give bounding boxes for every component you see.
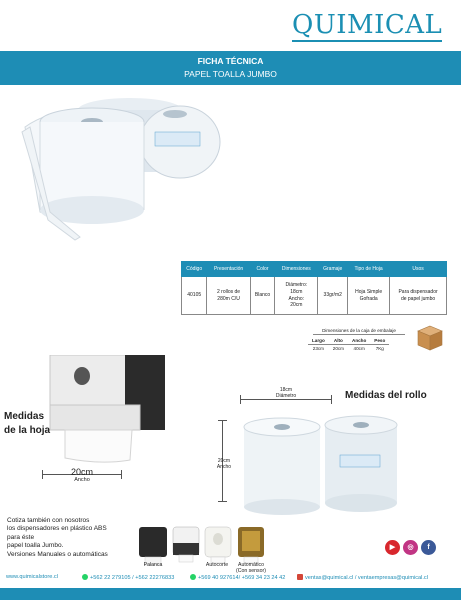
- hoja-width-label: [42, 467, 122, 483]
- whatsapp-icon: [82, 574, 88, 580]
- instagram-icon[interactable]: ◎: [403, 540, 418, 555]
- spec-data-row: [182, 277, 447, 315]
- footer-phone-1-text: +562 22 279105 / +562 22276833: [90, 575, 175, 581]
- cotiza-line-2: los dispensadores en plástico ABS: [7, 525, 107, 533]
- spec-usos-line-1: Para dispensador: [398, 288, 438, 295]
- footer-phone-2-text: +569 40 927614/ +569 34 23 24 42: [198, 575, 286, 581]
- spec-dim-line-3: Ancho:: [288, 295, 305, 302]
- spec-cell-dimensiones: [275, 277, 318, 315]
- hoja-title-line-1: Medidas: [4, 411, 45, 422]
- spec-dim-line-2: 18cm: [290, 288, 303, 295]
- spec-header-presentacion: Presentación: [207, 262, 250, 277]
- rollo-title: Medidas del rollo: [345, 390, 427, 401]
- logo-underline: [292, 40, 442, 42]
- rollo-diameter-value: 18cm: [279, 387, 293, 393]
- youtube-icon[interactable]: ▶: [385, 540, 400, 555]
- rollo-width-label: [212, 458, 236, 470]
- rollo-diameter-line: [240, 399, 332, 400]
- box-value-peso: 7Kg: [375, 346, 384, 351]
- box-value-alto: 20cm: [332, 346, 344, 351]
- spec-usos-line-2: de papel jumbo: [400, 295, 436, 302]
- spec-header-tipo: Tipo de Hoja: [348, 262, 390, 277]
- spec-cell-presentacion: [207, 277, 250, 315]
- dispenser-image: [40, 355, 170, 465]
- hoja-width-caption: Ancho: [74, 477, 90, 483]
- footer-website-link[interactable]: www.quimicalstore.cl: [6, 574, 58, 580]
- spec-dim-line-4: 20cm: [290, 302, 303, 309]
- box-value-row: [308, 345, 389, 353]
- mail-icon: [297, 574, 303, 580]
- footer-phone-2: [190, 574, 285, 581]
- cotiza-line-5: Versiones Manuales o automáticas: [7, 550, 108, 558]
- spec-cell-usos: [390, 277, 447, 315]
- box-dimensions-title: Dimensiones de la caja de embalaje: [313, 328, 405, 335]
- spec-cell-codigo: 40105: [182, 277, 207, 315]
- header-title: FICHA TÉCNICA: [197, 56, 264, 66]
- dispenser-autocorte-label: Autocorte: [205, 562, 229, 568]
- spec-header-color: Color: [250, 262, 275, 277]
- facebook-icon[interactable]: f: [421, 540, 436, 555]
- header-banner: [0, 51, 461, 85]
- dispenser-automatico-label-2: (Con sensor): [236, 567, 266, 574]
- cardboard-box-icon: [416, 324, 444, 352]
- box-header-peso: Peso: [370, 337, 389, 345]
- rollo-diameter-caption: Diámetro: [275, 393, 297, 399]
- spec-header-codigo: Código: [182, 262, 207, 277]
- footer-phone-1: [82, 574, 174, 581]
- cotiza-line-3: para éste: [7, 533, 35, 541]
- spec-header-dimensiones: Dimensiones: [275, 262, 318, 277]
- hoja-width-value: 20cm: [70, 467, 93, 477]
- footer-contact: [0, 571, 461, 585]
- header-subtitle: PAPEL TOALLA JUMBO: [184, 69, 277, 79]
- spec-cell-tipo: [348, 277, 390, 315]
- whatsapp-icon: [190, 574, 196, 580]
- spec-header-gramaje: Gramaje: [318, 262, 348, 277]
- spec-table: [181, 261, 447, 315]
- footer-bar: [0, 588, 461, 600]
- hoja-title: [4, 410, 50, 437]
- box-header-largo: Largo: [308, 337, 329, 345]
- product-rolls-image: [20, 92, 235, 257]
- box-header-ancho: Ancho: [348, 337, 370, 345]
- dispenser-palanca-label: Palanca: [143, 562, 163, 568]
- cotiza-text: [7, 517, 132, 559]
- hoja-title-line-2: de la hoja: [4, 424, 51, 436]
- spec-cell-color: Blanco: [250, 277, 275, 315]
- dispenser-automatico-label-1: Automático: [238, 562, 264, 568]
- rolls-dimension-image: [240, 415, 400, 515]
- cotiza-line-4: papel toalla Jumbo.: [7, 542, 64, 550]
- spec-cell-gramaje: 33gr/m2: [318, 277, 348, 315]
- box-header-alto: Alto: [329, 337, 348, 345]
- spec-header-row: [182, 262, 447, 277]
- spec-presentacion-line-1: 2 rollos de: [217, 288, 241, 295]
- footer-email-text: ventas@quimical.cl / ventaempresas@quimical.cl: [305, 575, 428, 581]
- brand-logo: QUIMICAL: [292, 10, 443, 40]
- rollo-width-value: 20cm: [217, 458, 231, 464]
- box-dimensions-table: [308, 337, 389, 352]
- rollo-width-caption: Ancho: [216, 464, 232, 470]
- spec-tipo-line-1: Hoja Simple: [355, 288, 383, 295]
- spec-presentacion-line-2: 280m C/U: [217, 295, 240, 302]
- box-header-row: [308, 337, 389, 345]
- spec-tipo-line-2: Gofrada: [359, 295, 378, 302]
- box-value-largo: 23cm: [312, 346, 324, 351]
- cotiza-line-1: Cotiza también con nosotros: [7, 517, 90, 524]
- spec-header-usos: Usos: [390, 262, 447, 277]
- rollo-diameter-label: [240, 387, 332, 399]
- spec-dim-line-1: Diámetro:: [285, 282, 308, 288]
- box-value-ancho: 40cm: [353, 346, 365, 351]
- footer-email[interactable]: [297, 574, 428, 581]
